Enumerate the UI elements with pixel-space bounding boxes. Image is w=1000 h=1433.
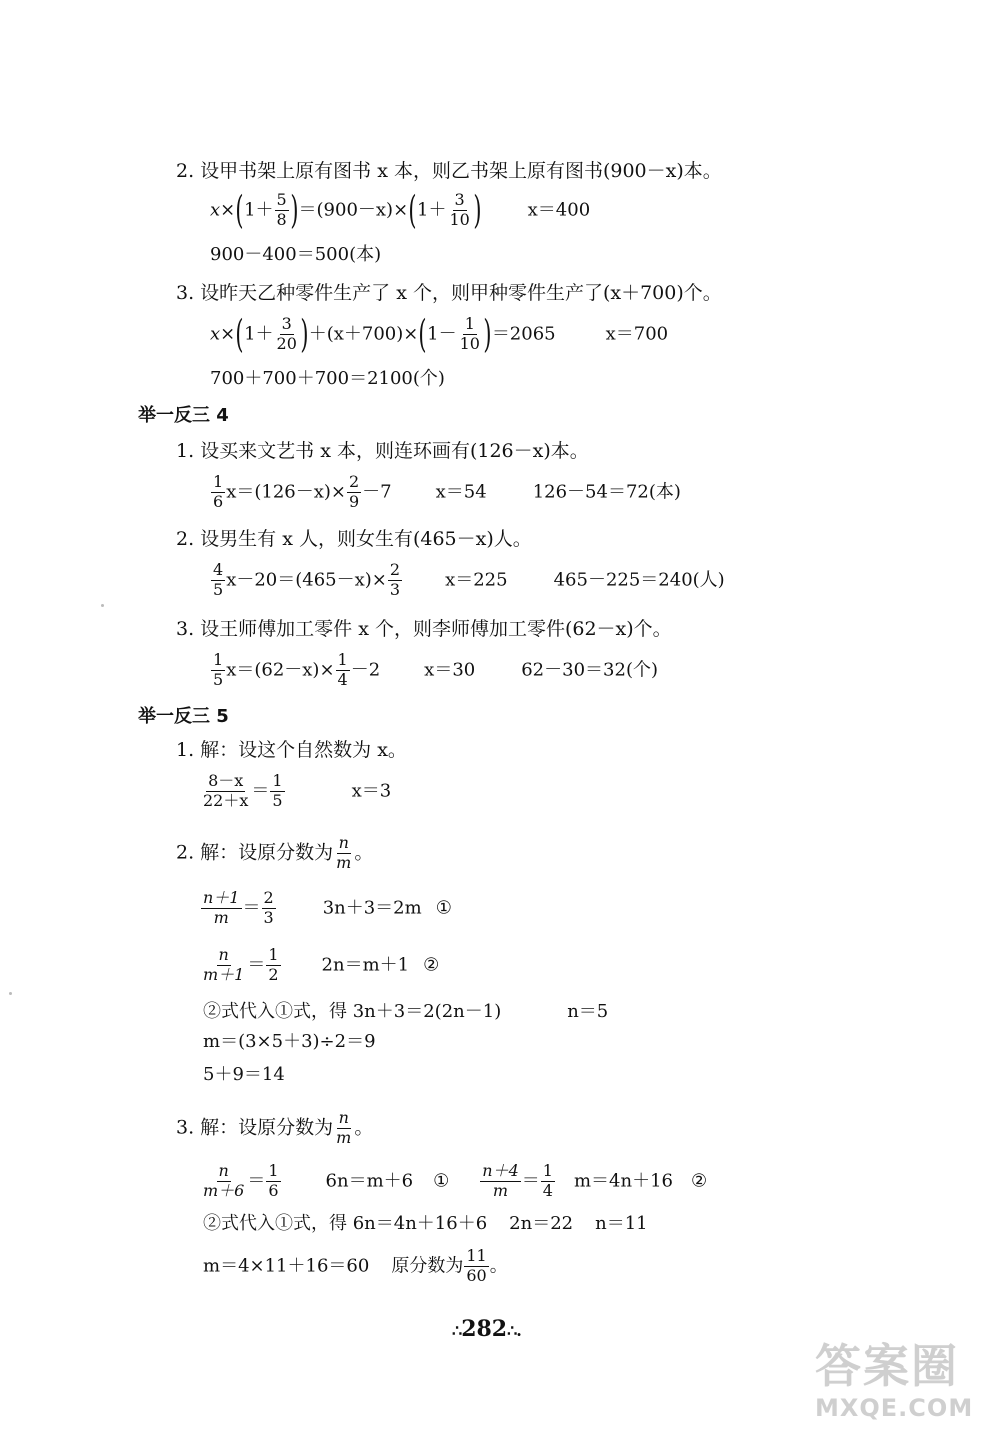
solution: x＝54 [435,481,487,503]
section-4-problem-2-equation: $\frac{4}{5}$ x－20＝(465－x)× $\frac{2}{3}$ x＝225 465－225＝240(人) [213,560,725,599]
fraction: $\frac{1}{10}$ [459,314,480,353]
section-5-problem-2-setup: 2. 解：设原分数为 $\frac{n}{m}$ 。 [176,833,374,872]
section-5-problem-2-substitution: ②式代入①式，得 3n＋3＝2(2n－1) n＝5 [203,1001,609,1022]
fraction: $\frac{n}{m+6}$ [203,1161,245,1200]
section-5-problem-3-equations: $\frac{n}{m+6}$ ＝ $\frac{1}{6}$ 6n＝m＋6 ① $\frac{n+4}{m}$ ＝ $\frac{1}{4}$ m＝4n＋16 ② [203,1161,708,1200]
problem-3-equation: x×(1＋ $\frac{3}{20}$ )＋(x＋700)×(1－ $\frac{1}{10}$ )＝2065 x＝700 [210,312,669,357]
solution: x＝225 [445,569,508,591]
solution: x＝30 [424,659,476,681]
fraction: $\frac{4}{5}$ [213,560,224,599]
ornament-dots-left: ∴ [452,1321,462,1340]
fraction: $\frac{1}{5}$ [272,771,283,810]
section-5-problem-2-equation-2: $\frac{n}{m+1}$ ＝ $\frac{1}{2}$ 2n＝m＋1 ② [203,945,440,984]
section-5-problem-1-setup: 1. 解：设这个自然数为 x。 [176,739,407,761]
fraction: $\frac{2}{3}$ [263,888,274,927]
section-5-problem-1-equation: $\frac{8-x}{22+x}$ ＝ $\frac{1}{5}$ x＝3 [203,771,392,810]
solution: x＝3 [351,780,392,802]
section-4-problem-3-setup: 3. 设王师傅加工零件 x 个，则李师傅加工零件(62－x)个。 [176,618,672,640]
problem-2-equation: x×(1＋ $\frac{5}{8}$ )＝(900－x)×(1＋ $\frac{3}{10}$ ) x＝400 [210,188,591,233]
solution: x＝400 [527,199,591,221]
section-4-problem-3-equation: $\frac{1}{5}$ x＝(62－x)× $\frac{1}{4}$ －2 x＝30 62－30＝32(个) [213,650,658,689]
solution: n＝11 [595,1213,648,1234]
section-4-problem-1-setup: 1. 设买来文艺书 x 本，则连环画有(126－x)本。 [176,440,589,462]
fraction: $\frac{n}{m}$ [336,1108,352,1147]
fraction: $\frac{1}{5}$ [213,650,224,689]
fraction: $\frac{1}{6}$ [268,1161,279,1200]
section-5-problem-2-m-line: m＝(3×5＋3)÷2＝9 [203,1031,376,1052]
page-number: ∴282∴. [452,1316,521,1342]
fraction: $\frac{3}{10}$ [449,190,470,229]
section-4-problem-1-equation: $\frac{1}{6}$ x＝(126－x)× $\frac{2}{9}$ －7 x＝54 126－54＝72(本) [213,472,681,511]
answer: 62－30＝32(个) [521,659,658,681]
fraction: $\frac{n+4}{m}$ [482,1161,519,1200]
fraction: $\frac{1}{6}$ [213,472,224,511]
scan-speck [101,604,104,607]
fraction: $\frac{8-x}{22+x}$ [203,771,249,810]
fraction: $\frac{1}{4}$ [542,1161,553,1200]
section-5-problem-2-equation-1: $\frac{n+1}{m}$ ＝ $\frac{2}{3}$ 3n＋3＝2m ① [203,888,452,927]
section-4-problem-2-setup: 2. 设男生有 x 人，则女生有(465－x)人。 [176,528,532,550]
section-5-heading: 举一反三 5 [138,706,229,727]
section-5-problem-3-substitution: ②式代入①式，得 6n＝4n＋16＋6 2n＝22 n＝11 [203,1213,648,1234]
fraction: $\frac{n}{m+1}$ [203,945,245,984]
fraction: $\frac{3}{20}$ [276,314,297,353]
fraction: $\frac{n+1}{m}$ [203,888,240,927]
answer: 126－54＝72(本) [532,481,681,503]
fraction: $\frac{2}{3}$ [389,560,401,599]
problem-2-answer: 900－400＝500(本) [210,244,382,265]
fraction: $\frac{1}{2}$ [268,945,279,984]
section-5-problem-3-answer: m＝4×11＋16＝60 原分数为 $\frac{11}{60}$ 。 [203,1246,508,1285]
problem-2-setup: 2. 设甲书架上原有图书 x 本，则乙书架上原有图书(900－x)本。 [176,160,722,182]
fraction: $\frac{11}{60}$ [466,1246,487,1285]
section-5-problem-2-answer: 5＋9＝14 [203,1064,285,1085]
answer: 465－225＝240(人) [553,569,725,591]
solution: x＝700 [605,323,669,345]
scan-speck [9,992,12,995]
watermark-url: MXQE.COM [815,1394,974,1422]
fraction: $\frac{2}{9}$ [348,472,360,511]
problem-3-answer: 700＋700＋700＝2100(个) [210,368,445,389]
solution: n＝5 [567,1001,609,1022]
section-4-heading: 举一反三 4 [138,405,229,426]
fraction: $\frac{5}{8}$ [276,190,287,229]
ornament-dots-right: ∴. [507,1321,521,1340]
fraction: $\frac{n}{m}$ [336,833,352,872]
problem-3-setup: 3. 设昨天乙种零件生产了 x 个，则甲种零件生产了(x＋700)个。 [176,282,722,304]
watermark-logo-text: 答案圈 [815,1339,959,1393]
watermark [815,1330,997,1430]
fraction: $\frac{1}{4}$ [337,650,348,689]
section-5-problem-3-setup: 3. 解：设原分数为 $\frac{n}{m}$ 。 [176,1108,374,1147]
